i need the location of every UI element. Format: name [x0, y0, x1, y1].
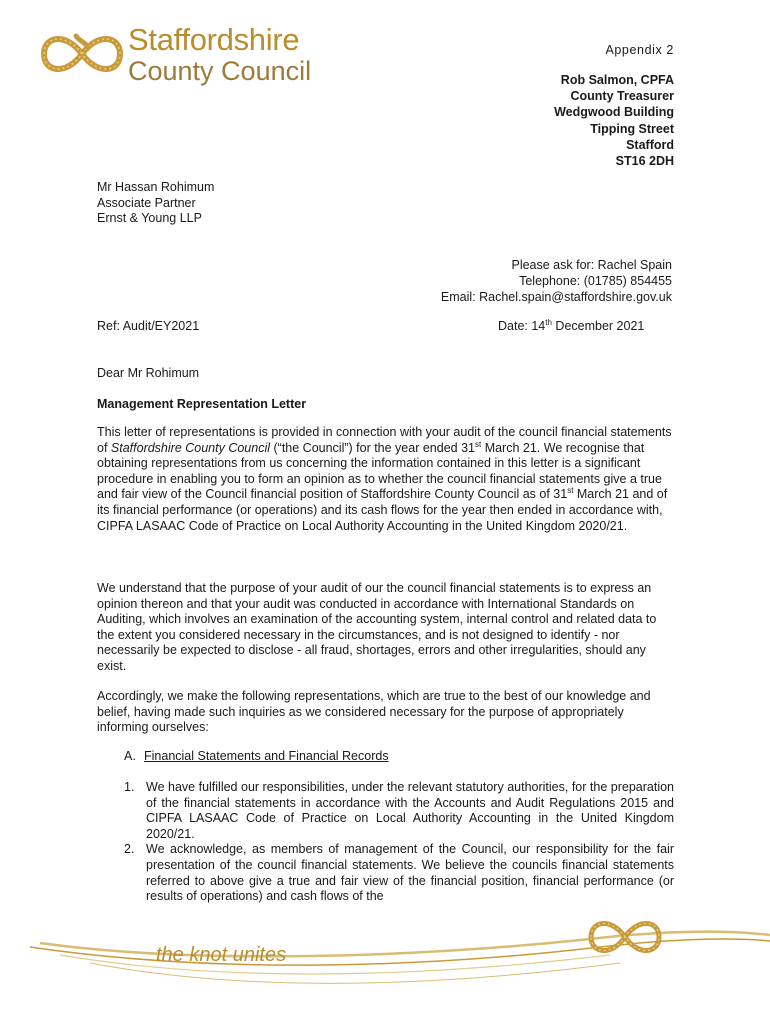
contact-details	[441, 258, 672, 305]
section-heading: A. Financial Statements and Financial Records	[124, 749, 389, 763]
paragraph-representations: Accordingly, we make the following representations, which are true to the best of our knowledge and belief, having made such inquiries as we considered necessary for the purpose of appropriately informing ourselves:	[97, 689, 651, 735]
contact-name: Please ask for: Rachel Spain	[511, 258, 672, 272]
contact-phone: Telephone: (01785) 854455	[519, 273, 672, 288]
sender-address	[554, 72, 674, 169]
list-item: 2. We acknowledge, as members of management of the Council, our responsibility for the fair presentation of the council financial statements. We believe the councils financial statements referred to above give a true and fair view of the financial position, financial performance (or results of operations) and cash flows of the	[124, 842, 674, 904]
council-logo	[36, 22, 326, 88]
salutation: Dear Mr Rohimum	[97, 366, 200, 380]
sender-line: Rob Salmon, CPFA	[560, 73, 674, 87]
sender-line: Tipping Street	[590, 121, 674, 136]
sender-line: Wedgwood Building	[554, 105, 674, 120]
recipient-line: Ernst & Young LLP	[97, 211, 202, 225]
staffordshire-knot-icon	[36, 28, 128, 80]
logo-subtitle: County Council	[128, 56, 312, 86]
sender-line: Stafford	[626, 137, 674, 152]
recipient-line: Mr Hassan Rohimum	[97, 180, 215, 194]
representation-list	[124, 780, 674, 905]
contact-email: Email: Rachel.spain@staffordshire.gov.uk	[440, 289, 672, 304]
paragraph-intro: This letter of representations is provided in connection with your audit of the council financial statements of Staffordshire County Council (“the Council”) for the year ended 31st March 21. We recognise that obtaining representations from us concerning the information contained in this letter is a significant procedure in enabling you to form an opinion as to whether the council financial statements give a true and fair view of the Council financial position of Staffordshire County Council as of 31st March 21 and of its financial performance (or operations) and its cash flows for the year then ended in accordance with, CIPFA LASAAC Code of Practice on Local Authority Accounting in the United Kingdom 2020/21.	[97, 425, 672, 533]
letter-subject: Management Representation Letter	[97, 397, 307, 411]
list-item: 1. We have fulfilled our responsibilities, under the relevant statutory authorities, for the preparation of the financial statements in accordance with the Accounts and Audit Regulations 2015 and CIPFA LASAAC Code of Practice on Local Authority Accounting in the United Kingdom 2020/21.	[124, 780, 674, 841]
recipient-address	[97, 180, 214, 227]
footer-swoosh	[0, 905, 770, 1024]
sender-line: County Treasurer	[570, 89, 674, 104]
letter-date: Date: 14th December 2021	[498, 318, 645, 333]
logo-name: Staffordshire	[128, 22, 300, 57]
sender-line: ST16 2DH	[615, 154, 674, 169]
reference: Ref: Audit/EY2021	[97, 319, 200, 333]
appendix-label: Appendix 2	[605, 43, 674, 57]
footer-tagline: the knot unites	[156, 944, 287, 966]
recipient-line: Associate Partner	[97, 195, 196, 210]
paragraph-audit-purpose: We understand that the purpose of your audit of our the council financial statements is to express an opinion thereon and that your audit was conducted in accordance with International Standards on Auditing, which involves an examination of the accounting system, internal control and related data to the extent you considered necessary in the circumstances, and is not designed to identify - nor necessarily be expected to disclose - all fraud, shortages, errors and other irregularities, should any exist.	[97, 581, 657, 673]
